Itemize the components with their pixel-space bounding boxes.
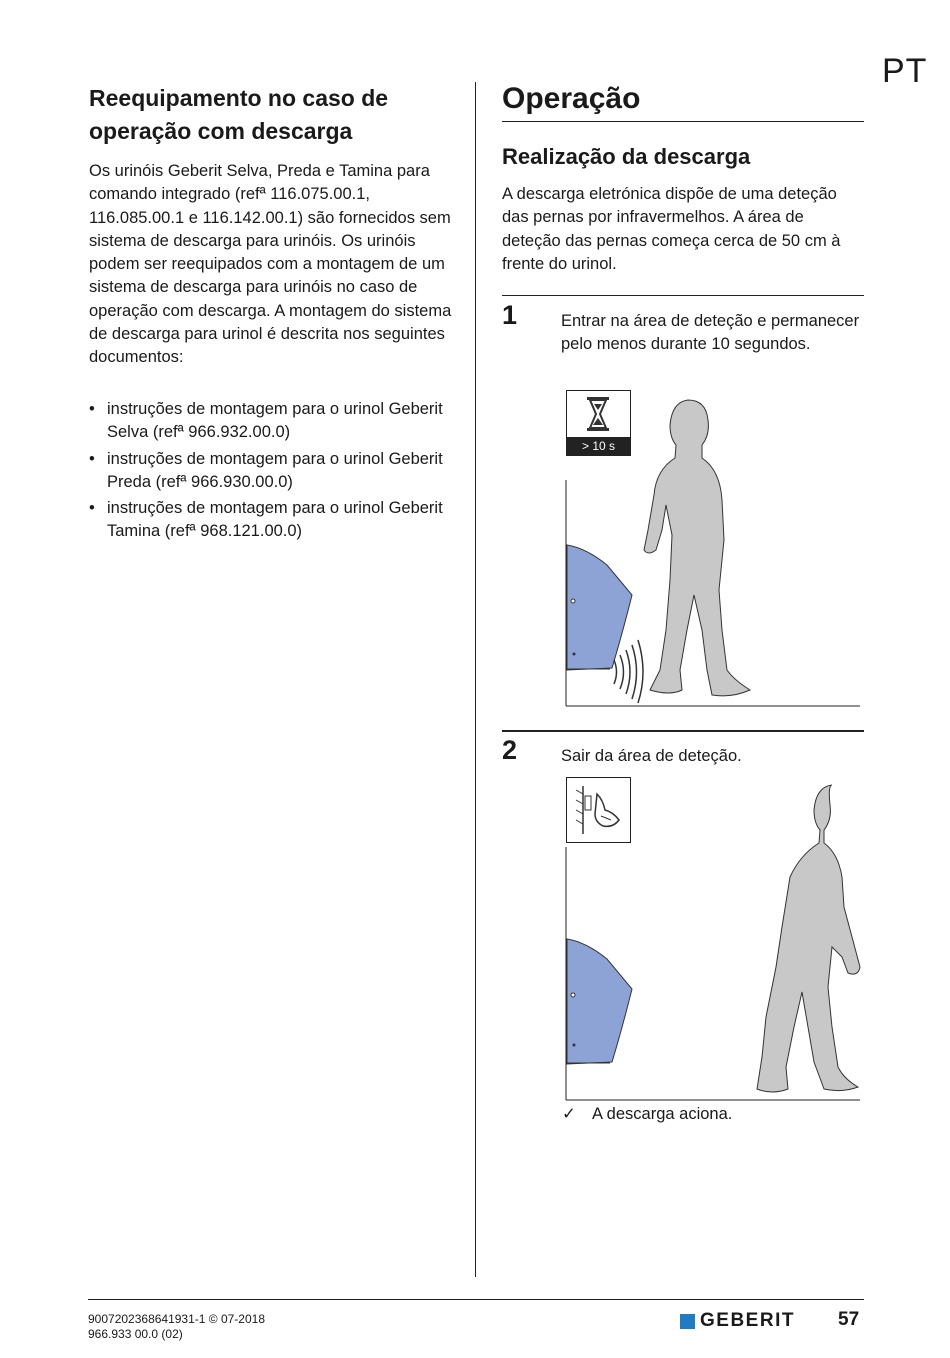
language-tag: PT xyxy=(882,52,928,90)
step-1-text: Entrar na área de deteção e permanecer pelo menos durante 10 segundos. xyxy=(561,312,860,354)
timer-label: > 10 s xyxy=(567,437,630,455)
footer-doc-id: 9007202368641931-1 © 07-2018 xyxy=(88,1312,265,1326)
check-icon: ✓ xyxy=(562,1105,576,1123)
subsection-heading: Realização da descarga xyxy=(502,144,751,169)
geberit-logo xyxy=(680,1308,795,1334)
footer-rule xyxy=(88,1299,864,1300)
column-divider xyxy=(475,82,476,1277)
list-item: • instruções de montagem para o urinol Geberit Selva (refª 966.932.00.0) xyxy=(89,398,459,445)
step-2-rule xyxy=(502,730,864,732)
footer-document-code xyxy=(88,1312,265,1342)
person-standing-figure xyxy=(562,390,862,710)
step-1-rule xyxy=(502,295,864,296)
footer-doc-ref: 966.933 00.0 (02) xyxy=(88,1327,183,1341)
intro-paragraph: A descarga eletrónica dispõe de uma deteção das pernas por infravermelhos. A área de deteção das pernas começa cerca de 50 cm à frente do urinol. xyxy=(502,185,841,273)
logo-square-icon xyxy=(680,1314,695,1329)
section-heading-retrofit: Reequipamento no caso de operação com descarga xyxy=(89,85,389,144)
brand-name: GEBERIT xyxy=(700,1310,795,1331)
title-rule xyxy=(502,121,864,122)
step-1-number: 1 xyxy=(502,300,518,330)
list-item: • instruções de montagem para o urinol Geberit Tamina (refª 968.121.00.0) xyxy=(89,497,459,544)
retrofit-paragraph: Os urinóis Geberit Selva, Preda e Tamina para comando integrado (refª 116.075.00.1, 116.085.00.1 e 116.142.00.1) são fornecidos sem sistema de descarga para urinóis. Os urinóis podem ser reequipados com a montagem de um sistema de descarga para urinóis no caso de operação com descarga. A montagem do sistema de descarga para urinol é descrita nos seguintes documentos: xyxy=(89,162,452,367)
step-2-number: 2 xyxy=(502,735,518,765)
result-text: A descarga aciona. xyxy=(592,1105,733,1123)
step-2-illustration xyxy=(562,777,862,1107)
page-number: 57 xyxy=(838,1309,860,1330)
step-2-text: Sair da área de deteção. xyxy=(561,747,742,765)
step-1-illustration xyxy=(562,390,862,710)
page-title: Operação xyxy=(502,82,641,115)
list-item: • instruções de montagem para o urinol Geberit Preda (refª 966.930.00.0) xyxy=(89,448,459,495)
person-walking-away-figure xyxy=(562,777,862,1107)
result-line xyxy=(562,1104,732,1124)
document-list xyxy=(89,398,459,547)
